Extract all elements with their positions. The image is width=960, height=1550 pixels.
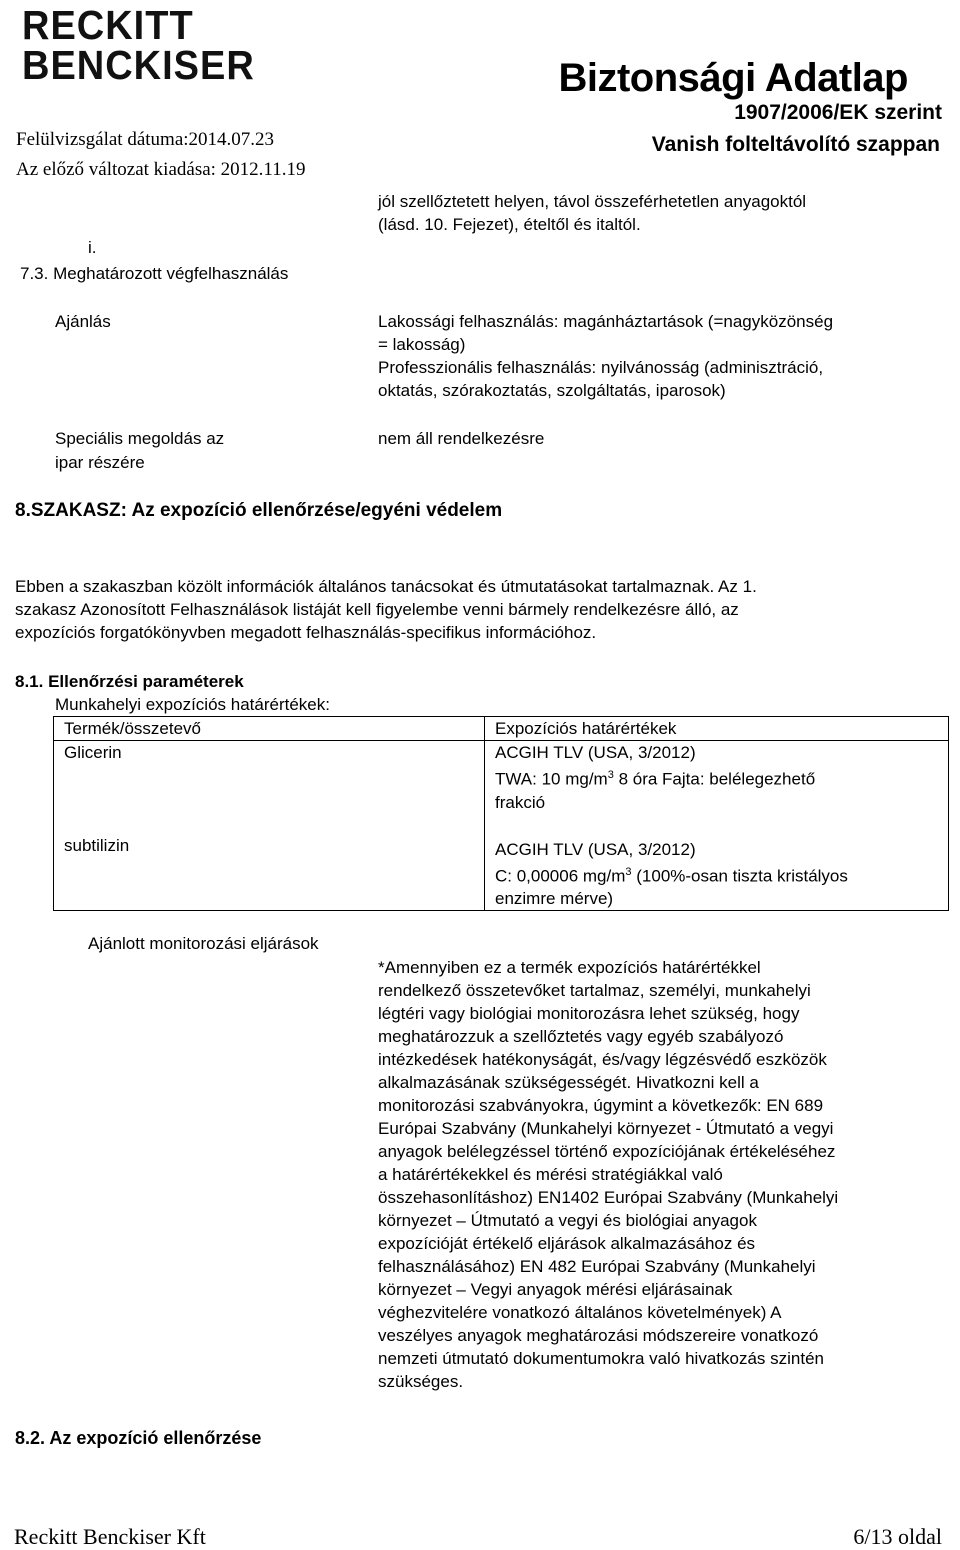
monitoring-label: Ajánlott monitorozási eljárások xyxy=(88,934,319,953)
label-special-line-2: ipar részére xyxy=(55,453,145,472)
table-cell-substance xyxy=(54,741,485,911)
monitoring-line: nemzeti útmutató dokumentumokra való hivatkozás szintén xyxy=(378,1349,825,1368)
monitoring-line: *Amennyiben ez a termék expozíciós határértékkel xyxy=(378,958,761,977)
limit-source: ACGIH TLV (USA, 3/2012) xyxy=(495,839,696,859)
limit-value xyxy=(495,861,948,888)
limit-source: ACGIH TLV (USA, 3/2012) xyxy=(495,743,696,762)
storage-text-line-1: jól szellőztetett helyen, távol összeférhetetlen anyagoktól xyxy=(378,192,807,211)
table-row xyxy=(54,741,949,911)
heading-7-3: 7.3. Meghatározott végfelhasználás xyxy=(20,264,289,283)
limit-value-text: C: 0,00006 mg/m xyxy=(495,866,626,886)
recommendation-line: Lakossági felhasználás: magánháztartások (=nagyközönség xyxy=(378,312,834,331)
intro-line: expozíciós forgatókönyvben megadott felhasználás-specifikus információhoz. xyxy=(15,623,597,642)
substance-name: Glicerin xyxy=(64,743,122,762)
monitoring-line: intézkedések hatékonyságát, és/vagy légzésvédő eszközök xyxy=(378,1050,827,1069)
monitoring-line: veszélyes anyagok meghatározási módszereire vonatkozó xyxy=(378,1326,819,1345)
label-recommendation: Ajánlás xyxy=(55,312,111,331)
logo-line-2: BENCKISER xyxy=(22,43,255,89)
recommendation-line: Professzionális felhasználás: nyilvánosság (adminisztráció, xyxy=(378,358,824,377)
storage-text-line-2: (lásd. 10. Fejezet), ételtől és italtól. xyxy=(378,215,641,234)
document-title: Biztonsági Adatlap xyxy=(558,56,908,100)
monitoring-line: légtéri vagy biológiai monitorozásra lehet szükség, hogy xyxy=(378,1004,800,1023)
item-marker-i: i. xyxy=(88,238,97,257)
exposure-limits-table xyxy=(53,716,949,911)
logo-line-1: RECKITT xyxy=(22,3,194,49)
monitoring-line: rendelkező összetevőket tartalmaz, személyi, munkahelyi xyxy=(378,981,811,1000)
table-header-row xyxy=(54,717,949,741)
monitoring-text xyxy=(378,956,948,1393)
company-logo xyxy=(22,3,255,89)
monitoring-line: expozícióját értékelő eljárások alkalmazásához és xyxy=(378,1234,756,1253)
limit-value-suffix: (100%-osan tiszta kristályos xyxy=(631,866,848,886)
limit-value-suffix: 8 óra Fajta: belélegezhető xyxy=(613,769,816,789)
footer-page-number: 6/13 oldal xyxy=(853,1524,942,1549)
monitoring-line: környezet – Vegyi anyagok mérési eljárásainak xyxy=(378,1280,733,1299)
monitoring-line: felhasználásához) EN 482 Európai Szabvány (Munkahelyi xyxy=(378,1257,816,1276)
monitoring-line: anyagok belélegzéssel történő expozíciójának értékeléséhez xyxy=(378,1142,836,1161)
recommendation-text xyxy=(378,310,833,402)
heading-8-1: 8.1. Ellenőrzési paraméterek xyxy=(15,672,244,691)
limit-value-continued: enzimre mérve) xyxy=(495,889,614,909)
table-header-cell: Expozíciós határértékek xyxy=(485,717,949,741)
section-8-intro xyxy=(15,575,945,644)
limit-superscript: 3 xyxy=(607,769,614,781)
monitoring-line: környezet – Útmutató a vegyi és biológiai anyagok xyxy=(378,1211,757,1230)
monitoring-line: monitorozási szabványokra, úgymint a következők: EN 689 xyxy=(378,1096,824,1115)
product-name: Vanish folteltávolító szappan xyxy=(651,133,940,156)
recommendation-line: = lakosság) xyxy=(378,335,466,354)
label-special-line-1: Speciális megoldás az xyxy=(55,429,225,448)
table-header-cell: Termék/összetevő xyxy=(54,717,485,741)
monitoring-line: összehasonlításhoz) EN1402 Európai Szabvány (Munkahelyi xyxy=(378,1188,839,1207)
monitoring-line: szükséges. xyxy=(378,1372,464,1391)
revision-date: Felülvizsgálat dátuma:2014.07.23 xyxy=(16,129,275,150)
heading-8-2: 8.2. Az expozíció ellenőrzése xyxy=(15,1428,262,1448)
limit-value-text: TWA: 10 mg/m xyxy=(495,769,608,789)
monitoring-line: alkalmazásának szükségességét. Hivatkozni kell a xyxy=(378,1073,759,1092)
monitoring-line: Európai Szabvány (Munkahelyi környezet - Útmutató a vegyi xyxy=(378,1119,834,1138)
limit-value xyxy=(495,764,948,791)
limit-superscript: 3 xyxy=(625,865,632,878)
regulation-reference: 1907/2006/EK szerint xyxy=(734,101,942,124)
monitoring-line: véghezvitelére vonatkozó általános követelmények) A xyxy=(378,1303,782,1322)
monitoring-line: meghatározzuk a szellőztetés vagy egyéb szabályozó xyxy=(378,1027,784,1046)
footer-company: Reckitt Benckiser Kft xyxy=(14,1524,206,1549)
previous-version: Az előző változat kiadása: 2012.11.19 xyxy=(16,159,306,180)
substance-name: subtilizin xyxy=(64,836,130,855)
intro-line: Ebben a szakaszban közölt információk általános tanácsokat és útmutatásokat tartalmaznak. Az 1. xyxy=(15,577,757,596)
limit-value-continued: frakció xyxy=(495,792,546,812)
recommendation-line: oktatás, szórakoztatás, szolgáltatás, iparosok) xyxy=(378,381,726,400)
table-cell-limits xyxy=(485,741,949,911)
section-8-heading: 8.SZAKASZ: Az expozíció ellenőrzése/egyéni védelem xyxy=(15,500,503,521)
special-value: nem áll rendelkezésre xyxy=(378,429,545,448)
intro-line: szakasz Azonosított Felhasználások listáját kell figyelembe venni bármely rendelkezésre álló, az xyxy=(15,600,739,619)
monitoring-line: a határértékekkel és mérési stratégiákkal való xyxy=(378,1165,723,1184)
subheading-8-1: Munkahelyi expozíciós határértékek: xyxy=(55,695,330,714)
